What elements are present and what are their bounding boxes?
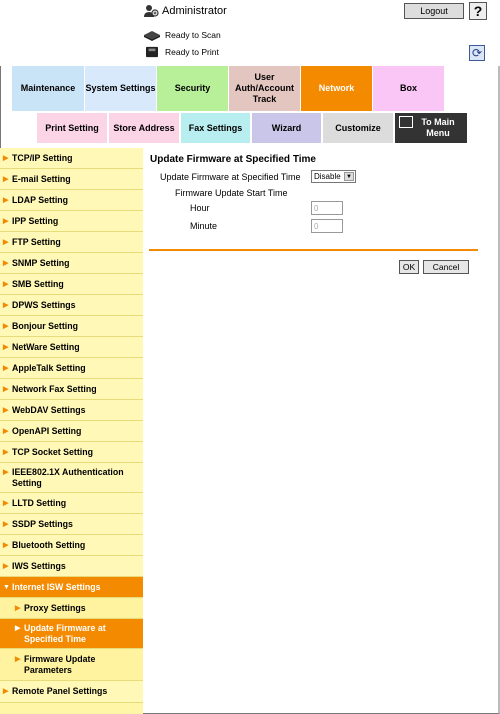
nav-ldap-setting[interactable]: ▶ LDAP Setting [0,190,143,211]
admin-label: Administrator [162,5,227,17]
nav-bonjour-setting[interactable]: ▶ Bonjour Setting [0,316,143,337]
subtab-store-address[interactable]: Store Address [109,113,179,143]
nav-email-setting[interactable]: ▶ E-mail Setting [0,169,143,190]
minute-label: Minute [190,221,218,231]
nav-ipp-setting[interactable]: ▶ IPP Setting [0,211,143,232]
arrow-icon: ▶ [3,427,9,435]
nav-remote-panel-settings[interactable]: ▶ Remote Panel Settings [0,681,143,703]
nav-smb-setting[interactable]: ▶ SMB Setting [0,274,143,295]
arrow-icon: ▶ [3,364,9,372]
hour-label: Hour [190,203,210,213]
to-main-menu-button[interactable] [395,113,467,143]
nav-ieee8021x-authentication-setting[interactable]: ▶ IEEE802.1X Authentication Setting [0,463,143,493]
arrow-icon: ▶ [3,469,9,476]
nav-firmware-update-parameters[interactable]: ▶ Firmware Update Parameters [0,649,143,681]
scan-status [143,27,221,43]
header [0,0,500,66]
nav-lltd-setting[interactable]: ▶ LLTD Setting [0,493,143,514]
update-firmware-label: Update Firmware at Specified Time [160,172,301,182]
arrow-down-icon: ▼ [3,583,10,591]
arrow-icon: ▶ [3,541,9,549]
nav-appletalk-setting[interactable]: ▶ AppleTalk Setting [0,358,143,379]
nav-internet-isw-settings[interactable]: ▼ Internet ISW Settings [0,577,143,598]
hour-input[interactable]: 0 [311,201,343,215]
arrow-icon: ▶ [3,520,9,528]
update-firmware-value: Disable [314,172,341,181]
arrow-icon: ▶ [15,656,21,663]
subtab-fax-settings[interactable]: Fax Settings [181,113,250,143]
arrow-icon: ▶ [3,301,9,309]
to-main-menu-label: To Main Menu [421,117,455,138]
tab-box[interactable]: Box [373,66,444,111]
cancel-button[interactable]: Cancel [423,260,469,274]
arrow-icon: ▶ [15,625,21,632]
subtab-print-setting[interactable]: Print Setting [37,113,107,143]
refresh-icon[interactable]: ⟳ [469,45,485,61]
help-button[interactable]: ? [469,2,487,20]
scanner-icon [143,29,161,41]
nav-network-fax-setting[interactable]: ▶ Network Fax Setting [0,379,143,400]
arrow-icon: ▶ [3,238,9,246]
nav-tcp-socket-setting[interactable]: ▶ TCP Socket Setting [0,442,143,463]
main-menu-icon [399,116,413,128]
nav-proxy-settings[interactable]: ▶ Proxy Settings [0,598,143,619]
tab-maintenance[interactable]: Maintenance [12,66,84,111]
page-title: Update Firmware at Specified Time [150,154,316,165]
printer-icon [143,46,161,58]
nav-tcpip-setting[interactable]: ▶ TCP/IP Setting [0,148,143,169]
start-time-label: Firmware Update Start Time [175,188,288,198]
chevron-down-icon: ▼ [344,172,354,181]
arrow-icon: ▶ [3,154,9,162]
nav-ssdp-settings[interactable]: ▶ SSDP Settings [0,514,143,535]
left-navigation [0,148,143,714]
tab-security[interactable]: Security [157,66,228,111]
nav-openapi-setting[interactable]: ▶ OpenAPI Setting [0,421,143,442]
arrow-icon: ▶ [15,604,21,612]
arrow-icon: ▶ [3,562,9,570]
ok-button[interactable]: OK [399,260,419,274]
arrow-icon: ▶ [3,343,9,351]
nav-bluetooth-setting[interactable]: ▶ Bluetooth Setting [0,535,143,556]
tab-system-settings[interactable]: System Settings [85,66,156,111]
arrow-icon: ▶ [3,259,9,267]
subtab-customize[interactable]: Customize [323,113,393,143]
arrow-icon: ▶ [3,499,9,507]
arrow-icon: ▶ [3,448,9,456]
nav-webdav-settings[interactable]: ▶ WebDAV Settings [0,400,143,421]
admin-indicator [143,3,227,19]
tab-user-auth-account-track[interactable]: User Auth/Account Track [229,66,300,111]
arrow-icon: ▶ [3,280,9,288]
administrator-icon [143,3,159,19]
arrow-icon: ▶ [3,322,9,330]
nav-ftp-setting[interactable]: ▶ FTP Setting [0,232,143,253]
update-firmware-select[interactable] [311,170,356,183]
nav-netware-setting[interactable]: ▶ NetWare Setting [0,337,143,358]
minute-input[interactable]: 0 [311,219,343,233]
nav-iws-settings[interactable]: ▶ IWS Settings [0,556,143,577]
arrow-icon: ▶ [3,196,9,204]
arrow-icon: ▶ [3,217,9,225]
arrow-icon: ▶ [3,688,9,695]
divider [149,249,478,251]
subtab-wizard[interactable]: Wizard [252,113,321,143]
nav-snmp-setting[interactable]: ▶ SNMP Setting [0,253,143,274]
arrow-icon: ▶ [3,175,9,183]
arrow-icon: ▶ [3,406,9,414]
nav-dpws-settings[interactable]: ▶ DPWS Settings [0,295,143,316]
nav-update-firmware-at-specified-time[interactable]: ▶ Update Firmware at Specified Time [0,619,143,649]
main-content [143,148,500,714]
arrow-icon: ▶ [3,385,9,393]
logout-button[interactable]: Logout [404,3,464,19]
scan-status-text: Ready to Scan [165,30,221,40]
tab-network[interactable]: Network [301,66,372,111]
print-status-text: Ready to Print [165,47,219,57]
print-status [143,44,219,60]
